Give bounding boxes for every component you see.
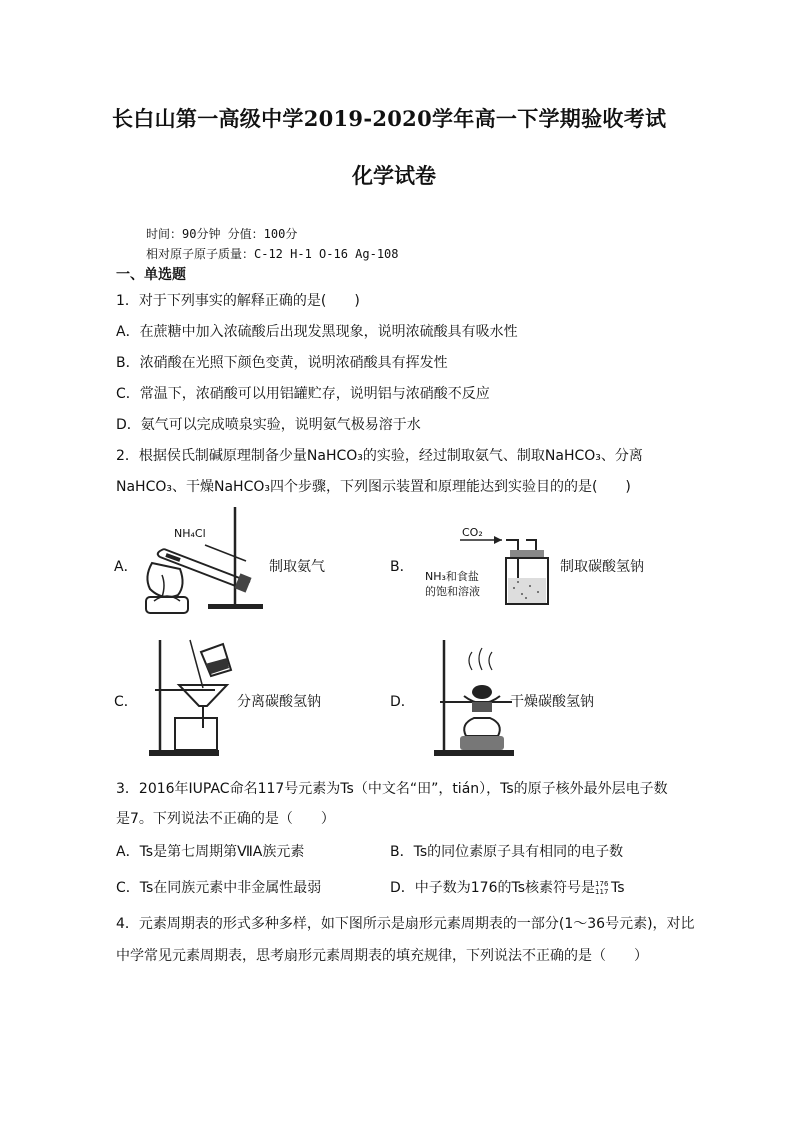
- exam-title: 长白山第一高级中学2019-2020学年高一下学期验收考试: [112, 106, 667, 131]
- q2-d-letter: D．: [390, 694, 415, 710]
- q2-b-solution-line2: 的饱和溶液: [425, 585, 480, 598]
- q2-a-caption: 制取氨气: [269, 559, 325, 575]
- q2-c-caption: 分离碳酸氢钠: [237, 694, 321, 710]
- q1-option-a: A．在蔗糖中加入浓硫酸后出现发黑现象，说明浓硫酸具有吸水性: [116, 324, 518, 340]
- carbonate-bottle-figure: [460, 534, 550, 609]
- q2-stem-line2: NaHCO₃、干燥NaHCO₃四个步骤，下列图示装置和原理能达到实验目的的是( ): [116, 479, 631, 495]
- q1-option-d: D．氨气可以完成喷泉实验，说明氨气极易溶于水: [116, 417, 421, 433]
- nuclide-notation: [595, 881, 611, 895]
- nuclide-mass-number: 176: [595, 880, 609, 888]
- q3-stem-line2: 是7。下列说法不正确的是（ ）: [116, 811, 335, 827]
- q3-option-c: C．Ts在同族元素中非金属性最弱: [116, 880, 322, 896]
- nuclide-atomic-number: 117: [595, 888, 609, 896]
- section-heading: 一、单选题: [116, 267, 186, 283]
- time-info: 时间：90分钟 分值：100分: [146, 227, 298, 241]
- filtration-apparatus-figure: [145, 640, 240, 760]
- q2-a-letter: A．: [114, 559, 138, 575]
- drying-apparatus-figure: [430, 640, 520, 760]
- q1-option-b: B．浓硝酸在光照下颜色变黄，说明浓硝酸具有挥发性: [116, 355, 448, 371]
- q4-stem-line2: 中学常见元素周期表，思考扇形元素周期表的填充规律，下列说法不正确的是（ ）: [116, 948, 648, 964]
- q2-d-caption: 干燥碳酸氢钠: [510, 694, 594, 710]
- q2-stem-line1: 2．根据侯氏制碱原理制备少量NaHCO₃的实验，经过制取氨气、制取NaHCO₃、分离: [116, 448, 643, 464]
- q1-stem: 1．对于下列事实的解释正确的是( ): [116, 293, 360, 309]
- q3-stem-line1: 3．2016年IUPAC命名117号元素为Ts（中文名“田”，tián），Ts的原子核外最外层电子数: [116, 781, 668, 797]
- nuclide-symbol: Ts: [611, 880, 625, 896]
- q3-option-d: [390, 877, 625, 897]
- q2-a-reagent: NH₄Cl: [174, 527, 206, 540]
- q3-option-a: A．Ts是第七周期第ⅦA族元素: [116, 844, 305, 860]
- atomic-mass-info: 相对原子原子质量：C-12 H-1 O-16 Ag-108: [146, 247, 399, 261]
- q2-b-solution-line1: NH₃和食盐: [425, 570, 479, 583]
- q4-stem-line1: 4．元素周期表的形式多种多样，如下图所示是扇形元素周期表的一部分(1～36号元素)，对比: [116, 916, 695, 932]
- ammonia-apparatus-figure: [140, 505, 270, 620]
- q2-b-gas: CO₂: [462, 526, 483, 539]
- q2-b-caption: 制取碳酸氢钠: [560, 559, 644, 575]
- q2-c-letter: C．: [114, 694, 138, 710]
- q3-option-b: B．Ts的同位素原子具有相同的电子数: [390, 844, 624, 860]
- q2-b-letter: B．: [390, 559, 414, 575]
- q3-option-d-text: D．中子数为176的Ts核素符号是: [390, 880, 596, 896]
- q1-option-c: C．常温下，浓硝酸可以用铝罐贮存，说明铝与浓硝酸不反应: [116, 386, 490, 402]
- exam-subtitle: 化学试卷: [352, 163, 436, 188]
